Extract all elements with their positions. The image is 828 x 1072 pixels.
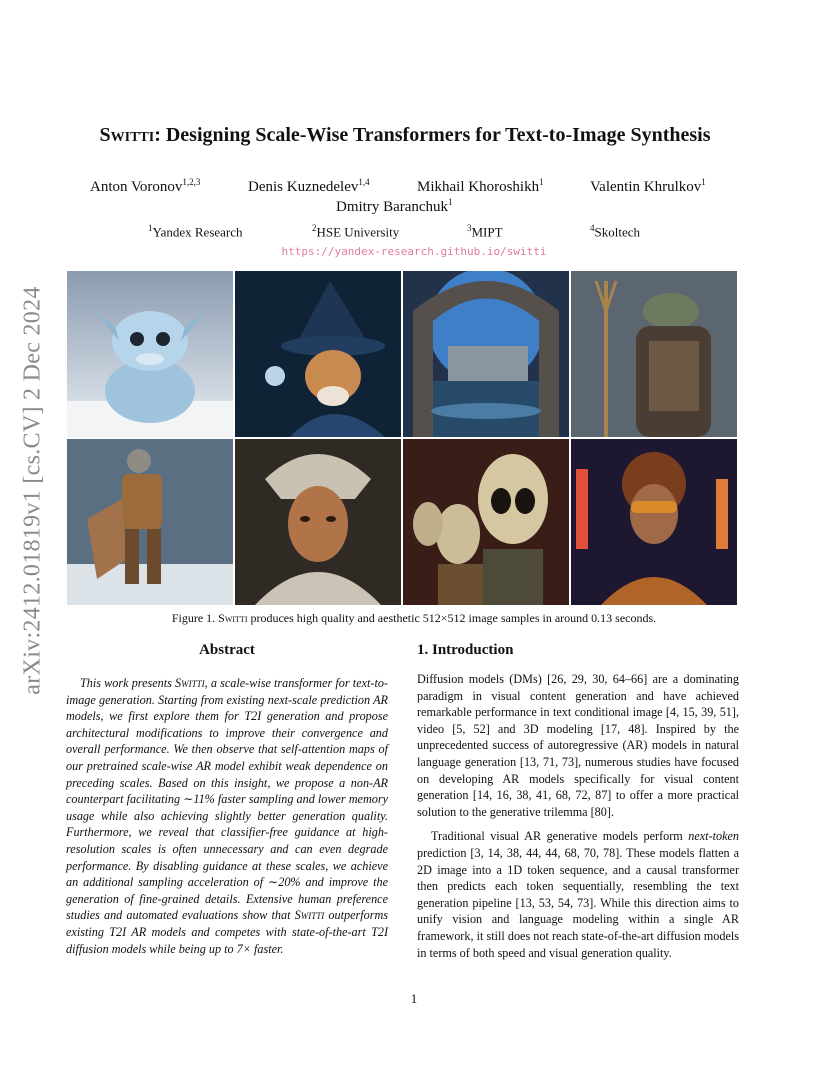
baby-dragon-image <box>67 271 233 437</box>
lizard-warrior-image <box>571 271 737 437</box>
author-affil-sup: 1 <box>539 177 544 187</box>
affil-name: MIPT <box>471 224 503 240</box>
affiliation <box>467 223 503 240</box>
intro-paragraph: Traditional visual AR generative models perform next-token prediction [3, 14, 38, 44, 44, 68, 70, 78]. These models flatten a 2D image into a 1D token sequence, and a causal transformer then predicts each token sequentially, resembling the text generation pipeline [13, 53, 54, 73]. While this direction aims to unify vision and language modeling within a single AR framework, it still does not reach state-of-the-art diffusion models in terms of both speed and visual generation quality. <box>417 829 739 960</box>
affil-name: Yandex Research <box>152 224 243 240</box>
intro-paragraph: Diffusion models (DMs) [26, 29, 30, 64–66] are a dominating paradigm in visual content generation and have achieved remarkable performance in text conditional image [4, 15, 39, 51], video [5, 52] and 3D modeling [17, 48]. Inspired by the unprecedented success of autoregressive (AR) models in natural language generation [13, 71, 73], numerous studies have focused on developing AR models specifically for visual content generation [14, 16, 38, 41, 68, 72, 87] to offer a more practical solution to the generative trilemma [80]. <box>417 672 739 819</box>
author-name: Denis Kuznedelev <box>248 179 359 195</box>
sunglasses-man-neon-image <box>571 439 737 605</box>
figure-image-grid <box>67 271 737 605</box>
figure-caption <box>60 611 768 626</box>
silver-crowned-woman-image <box>235 439 401 605</box>
arxiv-id: arXiv:2412.01819v1 [cs.CV] 2 Dec 2024 <box>19 285 46 695</box>
author-name: Valentin Khrulkov <box>590 179 702 195</box>
affil-name: Skoltech <box>594 224 640 240</box>
author <box>248 177 370 196</box>
affiliation <box>312 223 399 240</box>
title-name: Switti <box>99 124 155 146</box>
author-affil-sup: 1 <box>448 197 453 207</box>
affil-sup: 2 <box>312 223 317 233</box>
caption-method-name: Switti <box>218 611 248 625</box>
armored-warrior-snow-image <box>67 439 233 605</box>
introduction-heading: 1. Introduction <box>417 642 514 658</box>
introduction-section <box>417 642 739 969</box>
project-url[interactable]: https://yandex-research.github.io/switti <box>281 245 547 258</box>
affil-sup: 3 <box>467 223 472 233</box>
author <box>590 177 706 196</box>
arxiv-stamp <box>8 285 58 695</box>
author-name: Mikhail Khoroshikh <box>417 179 540 195</box>
author <box>336 197 453 216</box>
affil-sup: 4 <box>590 223 595 233</box>
caption-text: produces high quality and aesthetic 512×512 image samples in around 0.13 seconds. <box>247 611 657 625</box>
paper-title <box>60 124 750 147</box>
affil-sup: 1 <box>148 223 153 233</box>
wizard-cat-image <box>235 271 401 437</box>
author-name: Anton Voronov <box>90 179 183 195</box>
author <box>417 177 544 196</box>
author-name: Dmitry Baranchuk <box>336 199 449 215</box>
aliens-image <box>403 439 569 605</box>
affil-name: HSE University <box>316 224 400 240</box>
author-affil-sup: 1,2,3 <box>182 177 201 187</box>
author-affil-sup: 1,4 <box>358 177 370 187</box>
caption-prefix: Figure 1. <box>171 611 219 625</box>
author-affil-sup: 1 <box>701 177 706 187</box>
affiliation <box>590 223 640 240</box>
abstract-section <box>66 642 388 957</box>
abstract-heading: Abstract <box>199 642 255 658</box>
title-rest: : Designing Scale-Wise Transformers for Text-to-Image Synthesis <box>154 124 711 146</box>
author <box>90 177 200 196</box>
page-number: 1 <box>410 991 418 1006</box>
affiliation <box>148 223 243 240</box>
ruined-arch-planet-image <box>403 271 569 437</box>
abstract-text: This work presents Switti, a scale-wise transformer for text-to-image generation. Starting from existing next-scale prediction AR models, we first explore them for T2I generation and propose architectural modifications to improve their convergence and overall performance. We then observe that self-attention maps of our pretrained scale-wise AR model exhibit weak dependence on preceding scales. Based on this insight, we propose a non-AR counterpart facilitating ∼11% faster sampling and lower memory usage while also achieving slightly better generation quality. Furthermore, we reveal that classifier-free guidance at high-resolution scales is often unnecessary and can even degrade performance. By disabling guidance at these scales, we achieve an additional sampling acceleration of ∼20% and improve the generation of fine-grained details. Extensive human preference studies and automated evaluations show that Switti outperforms existing T2I AR models and competes with state-of-the-art T2I diffusion models while being up to 7× faster. <box>66 676 388 956</box>
